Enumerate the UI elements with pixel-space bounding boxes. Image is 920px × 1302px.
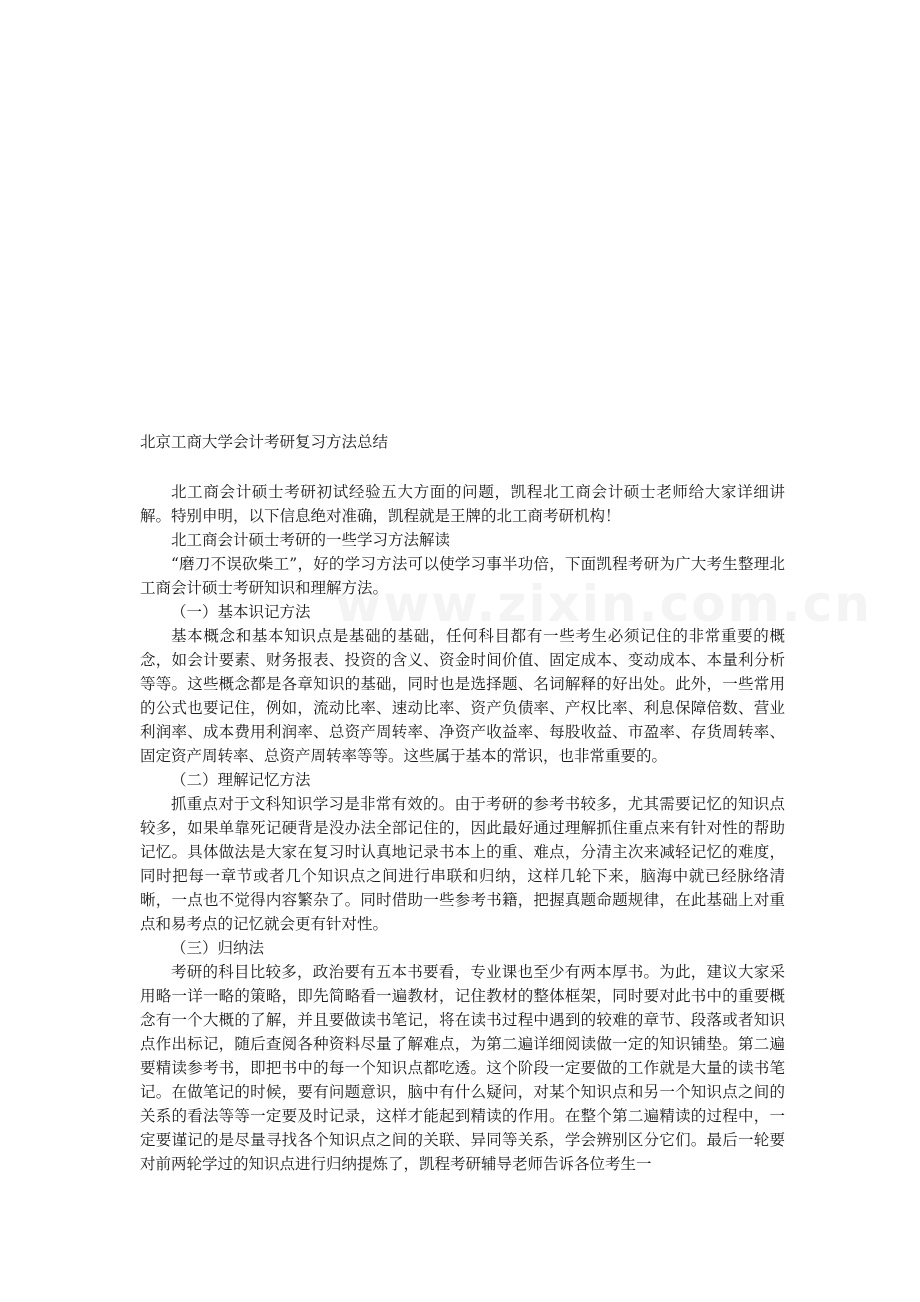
- section-heading-1: （一）基本识记方法: [171, 603, 311, 621]
- section-body-1: 基本概念和基本知识点是基础的基础，任何科目都有一些考生必须记住的非常重要的概念，如会计要素、财务报表、投资的含义、资金时间价值、固定成本、变动成本、本量利分析等等。这些概念都是各章知识的基础，同时也是选择题、名词解释的好出处。此外，一些常用的公式也要记住，例如，流动比率、速动比率、资产负债率、产权比率、利息保障倍数、营业利润率、成本费用利润率、总资产周转率、净资产收益率、每股收益、市盈率、存货周转率、固定资产周转率、总资产周转率等等。这些属于基本的常识，也非常重要的。: [140, 627, 785, 765]
- section-body-2: 抓重点对于文科知识学习是非常有效的。由于考研的参考书较多，尤其需要记忆的知识点较多，如果单靠死记硬背是没办法全部记住的，因此最好通过理解抓住重点来有针对性的帮助记忆。具体做法是大家在复习时认真地记录书本上的重、难点，分清主次来减轻记忆的难度，同时把每一章节或者几个知识点之间进行串联和归纳，这样几轮下来，脑海中就已经脉络清晰，一点也不觉得内容繁杂了。同时借助一些参考书籍，把握真题命题规律，在此基础上对重点和易考点的记忆就会更有针对性。: [140, 795, 785, 933]
- section-subtitle: 北工商会计硕士考研的一些学习方法解读: [171, 531, 451, 549]
- document-title: 北京工商大学会计考研复习方法总结: [140, 433, 389, 451]
- document-page: [140, 430, 785, 1176]
- intro-paragraph: 北工商会计硕士考研初试经验五大方面的问题，凯程北工商会计硕士老师给大家详细讲解。特别申明，以下信息绝对准确，凯程就是王牌的北工商考研机构！: [140, 483, 785, 525]
- section-heading-3: （三）归纳法: [171, 939, 265, 957]
- watermark: www.zixin.com.cn: [335, 575, 872, 633]
- section-body-3: 考研的科目比较多，政治要有五本书要看，专业课也至少有两本厚书。为此，建议大家采用略一详一略的策略，即先简略看一遍教材，记住教材的整体框架，同时要对此书中的重要概念有一个大概的了解，并且要做读书笔记，将在读书过程中遇到的较难的章节、段落或者知识点作出标记，随后查阅各种资料尽量了解难点，为第二遍详细阅读做一定的知识铺垫。第二遍要精读参考书，即把书中的每一个知识点都吃透。这个阶段一定要做的工作就是大量的读书笔记。在做笔记的时候，要有问题意识，脑中有什么疑问，对某个知识点和另一个知识点之间的关系的看法等等一定要及时记录，这样才能起到精读的作用。在整个第二遍精读的过程中，一定要谨记的是尽量寻找各个知识点之间的关联、异同等关系，学会辨别区分它们。最后一轮要对前两轮学过的知识点进行归纳提炼了，凯程考研辅导老师告诉各位考生一: [140, 963, 785, 1173]
- lead-paragraph: “磨刀不误砍柴工”，好的学习方法可以使学习事半功倍，下面凯程考研为广大考生整理北工商会计硕士考研知识和理解方法。: [140, 555, 785, 597]
- section-heading-2: （二）理解记忆方法: [171, 771, 311, 789]
